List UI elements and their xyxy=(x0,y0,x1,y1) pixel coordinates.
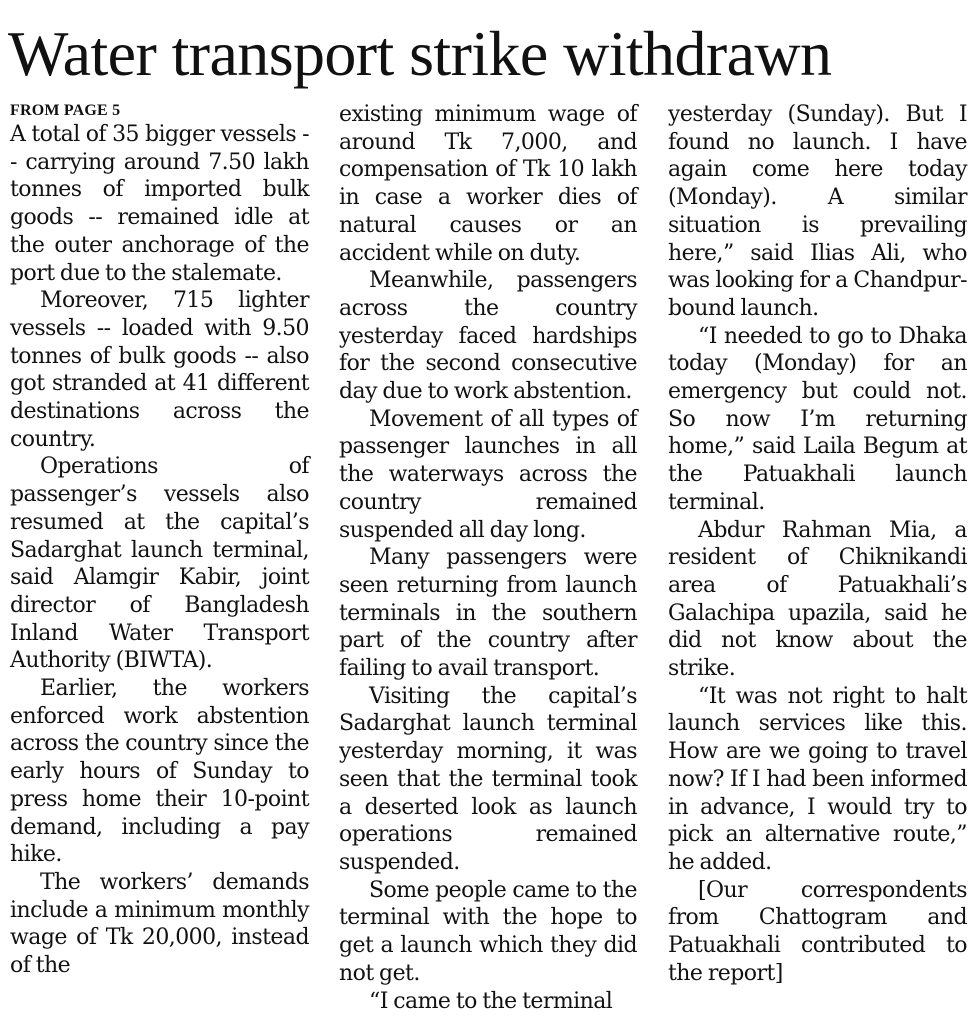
paragraph: “I needed to go to Dhaka today (Monday) for an emergency but could not. So now I’m returning home,” said Laila Begum at the Patuakhali launch terminal. xyxy=(668,323,967,515)
paragraph: Many passengers were seen returning from launch terminals in the southern part of the country after failing to avail transport. xyxy=(339,545,637,682)
paragraph: Operations of passenger’s vessels also resumed at the capital’s Sadarghat launch terminal, said Alamgir Kabir, joint director of Bangladesh Inland Water Transport Authority (BIWTA). xyxy=(10,454,309,674)
jump-line: FROM PAGE 5 xyxy=(10,102,121,119)
paragraph: A total of 35 bigger vessels -- carrying around 7.50 lakh tonnes of imported bulk goods -- remained idle at the outer anchorage of the port due to the stalemate. xyxy=(10,122,309,286)
paragraph: Abdur Rahman Mia, a resident of Chiknikandi area of Patuakhali’s Galachipa upazila, said he did not know about the strike. xyxy=(668,517,967,682)
paragraph: Visiting the capital’s Sadarghat launch terminal yesterday morning, it was seen that the terminal took a deserted look as launch operations remained suspended. xyxy=(339,683,637,875)
paragraph: Some people came to the terminal with the hope to get a launch which they did not get. xyxy=(339,877,637,986)
paragraph: The workers’ demands include a minimum monthly wage of Tk 20,000, instead of the xyxy=(10,869,309,979)
article-column-3 xyxy=(668,101,967,988)
article-column-2 xyxy=(339,101,637,1015)
paragraph: “It was not right to halt launch services like this. How are we going to travel now? If I had been informed in advance, I would try to pick an alternative route,” he added. xyxy=(668,683,967,875)
paragraph: [Our correspondents from Chattogram and Patuakhali contributed to the report] xyxy=(668,877,967,986)
article-column-1 xyxy=(10,101,309,980)
paragraph: Earlier, the workers enforced work abstention across the country since the early hours of Sunday to press home their 10-point demand, including a pay hike. xyxy=(10,676,309,868)
paragraph: Moreover, 715 lighter vessels -- loaded with 9.50 tonnes of bulk goods -- also got stranded at 41 different destinations across the country. xyxy=(10,288,309,452)
paragraph: yesterday (Sunday). But I found no launch. I have again come here today (Monday). A similar situation is prevailing here,” said Ilias Ali, who was looking for a Chandpur-bound launch. xyxy=(668,102,967,321)
paragraph: existing minimum wage of around Tk 7,000, and compensation of Tk 10 lakh in case a worker dies of natural causes or an accident while on duty. xyxy=(339,102,637,266)
paragraph: “I came to the terminal xyxy=(369,988,613,1014)
paragraph: Meanwhile, passengers across the country yesterday faced hardships for the second consecutive day due to work abstention. xyxy=(339,268,637,405)
paragraph: Movement of all types of passenger launches in all the waterways across the country remained suspended all day long. xyxy=(339,406,637,543)
headline: Water transport strike withdrawn xyxy=(8,18,832,89)
